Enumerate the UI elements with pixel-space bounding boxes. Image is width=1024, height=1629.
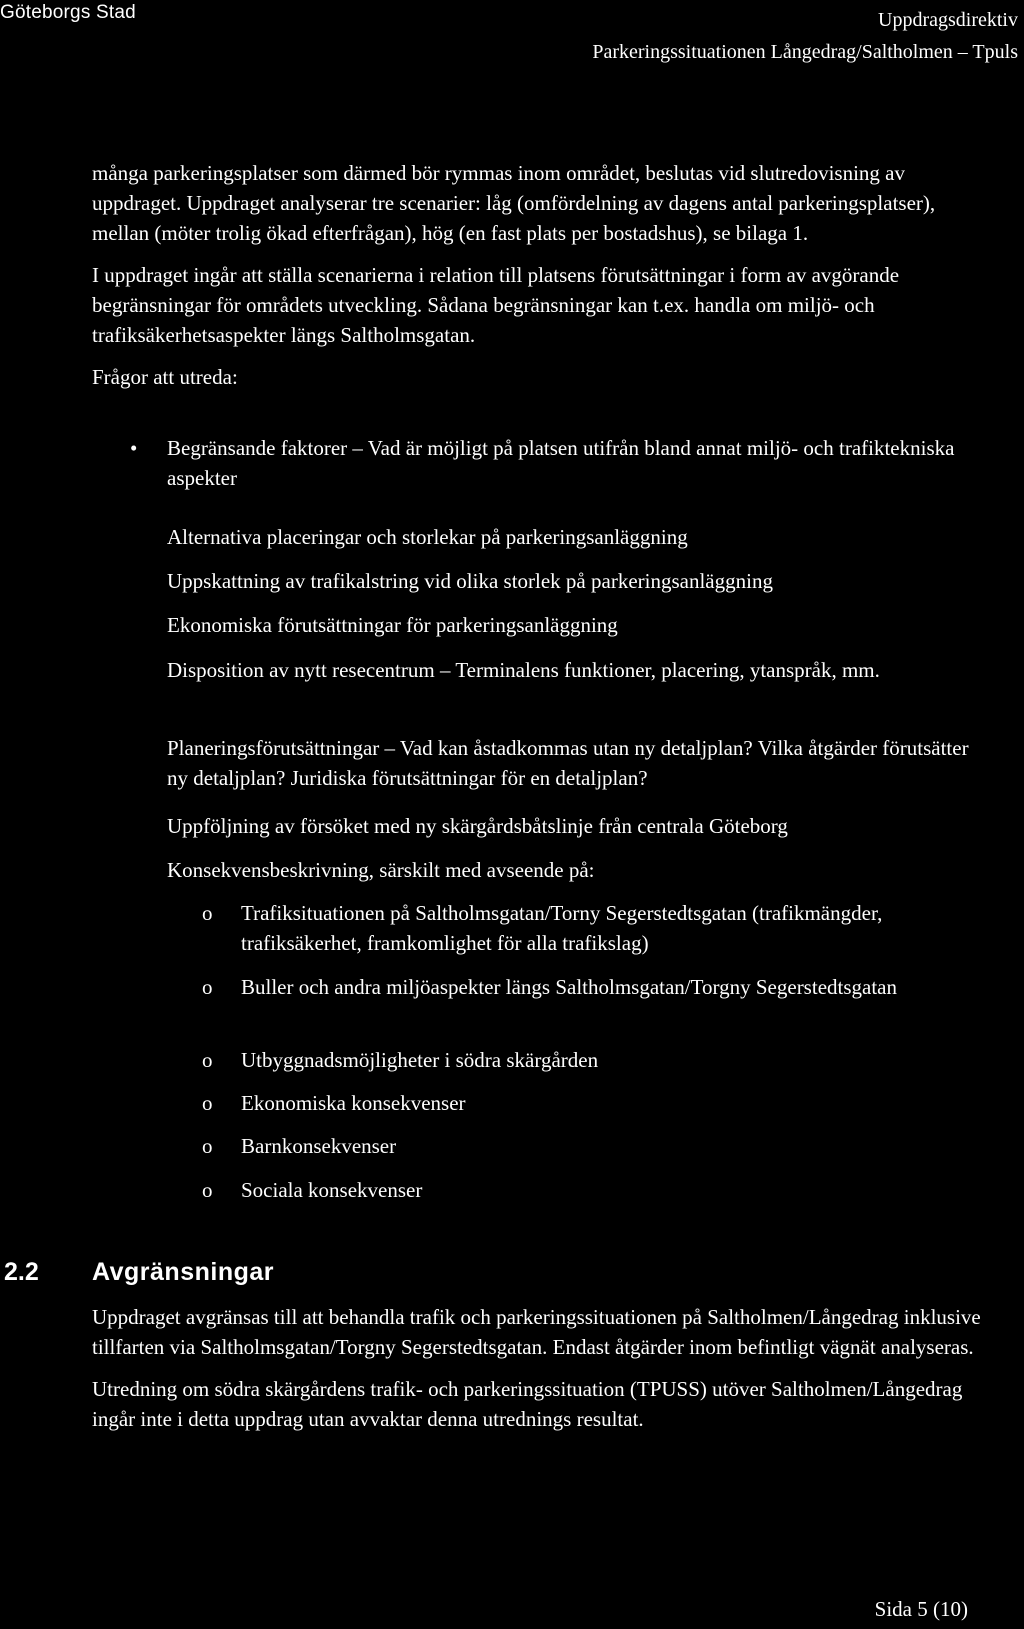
organization-name: Göteborgs Stad — [0, 2, 136, 23]
list-item: Ekonomiska förutsättningar för parkeringsanläggning — [167, 613, 618, 637]
list-item: Disposition av nytt resecentrum – Terminalens funktioner, placering, ytanspråk, mm. — [167, 658, 880, 682]
paragraph-tpuss: Utredning om södra skärgårdens trafik- och parkeringssituation (TPUSS) utöver Saltholmen/Långedrag ingår inte i detta uppdrag utan avvaktar denna utrednings resultat. — [92, 1377, 963, 1431]
sub-list-item: Ekonomiska konsekvenser — [241, 1091, 466, 1115]
sub-list-marker: o — [202, 1178, 213, 1202]
document-title: Parkeringssituationen Långedrag/Saltholmen – Tpuls — [592, 41, 1018, 63]
bullet-marker: • — [130, 436, 138, 460]
list-item: Konsekvensbeskrivning, särskilt med avseende på: — [167, 858, 595, 882]
section-text — [92, 1302, 992, 1446]
paragraph-scenarios: många parkeringsplatser som därmed bör rymmas inom området, beslutas vid slutredovisning av uppdraget. Uppdraget analyserar tre scenarier: låg (omfördelning av dagens antal parkeringsplatser), mellan (möter trolig ökad efterfrågan), hög (en fast plats per bostadshus), se bilaga 1. — [92, 161, 936, 245]
sub-list-item: Sociala konsekvenser — [241, 1178, 423, 1202]
intro-text — [92, 158, 992, 404]
page-number: Sida 5 (10) — [874, 1597, 968, 1621]
paragraph-scope: Uppdraget avgränsas till att behandla trafik och parkeringssituationen på Saltholmen/Långedrag inklusive tillfarten via Saltholmsgatan/Torgny Segerstedtsgatan. Endast åtgärder inom befintligt vägnät analyseras. — [92, 1305, 981, 1359]
sub-list-item: Trafiksituationen på Saltholmsgatan/Torny Segerstedtsgatan (trafikmängder, trafiksäkerhet, framkomlighet för alla trafikslag) — [241, 901, 883, 955]
sub-list-marker: o — [202, 1048, 213, 1072]
section-number: 2.2 — [4, 1258, 39, 1286]
sub-list-item: Buller och andra miljöaspekter längs Saltholmsgatan/Torgny Segerstedtsgatan — [241, 975, 897, 999]
paragraph-constraints: I uppdraget ingår att ställa scenarierna i relation till platsens förutsättningar i form av avgörande begränsningar för områdets utveckling. Sådana begränsningar kan t.ex. handla om miljö- och trafiksäkerhetsaspekter längs Saltholmsgatan. — [92, 263, 900, 347]
list-item: Begränsande faktorer – Vad är möjligt på platsen utifrån bland annat miljö- och trafiktekniska aspekter — [167, 436, 955, 490]
list-item: Uppföljning av försöket med ny skärgårdsbåtslinje från centrala Göteborg — [167, 814, 788, 838]
sub-list-marker: o — [202, 1091, 213, 1115]
sub-list-item: Utbyggnadsmöjligheter i södra skärgården — [241, 1048, 599, 1072]
document-header — [592, 4, 1018, 68]
sub-list-marker: o — [202, 1134, 213, 1158]
paragraph-questions-heading: Frågor att utreda: — [92, 365, 238, 389]
sub-list-item: Barnkonsekvenser — [241, 1134, 397, 1158]
section-title: Avgränsningar — [92, 1258, 275, 1286]
list-item: Alternativa placeringar och storlekar på parkeringsanläggning — [167, 525, 688, 549]
list-item: Planeringsförutsättningar – Vad kan åstadkommas utan ny detaljplan? Vilka åtgärder förutsätter ny detaljplan? Juridiska förutsättningar för en detaljplan? — [167, 736, 969, 790]
list-item: Uppskattning av trafikalstring vid olika storlek på parkeringsanläggning — [167, 569, 773, 593]
sub-list-marker: o — [202, 975, 213, 999]
sub-list-marker: o — [202, 901, 213, 925]
document-type: Uppdragsdirektiv — [878, 9, 1018, 31]
